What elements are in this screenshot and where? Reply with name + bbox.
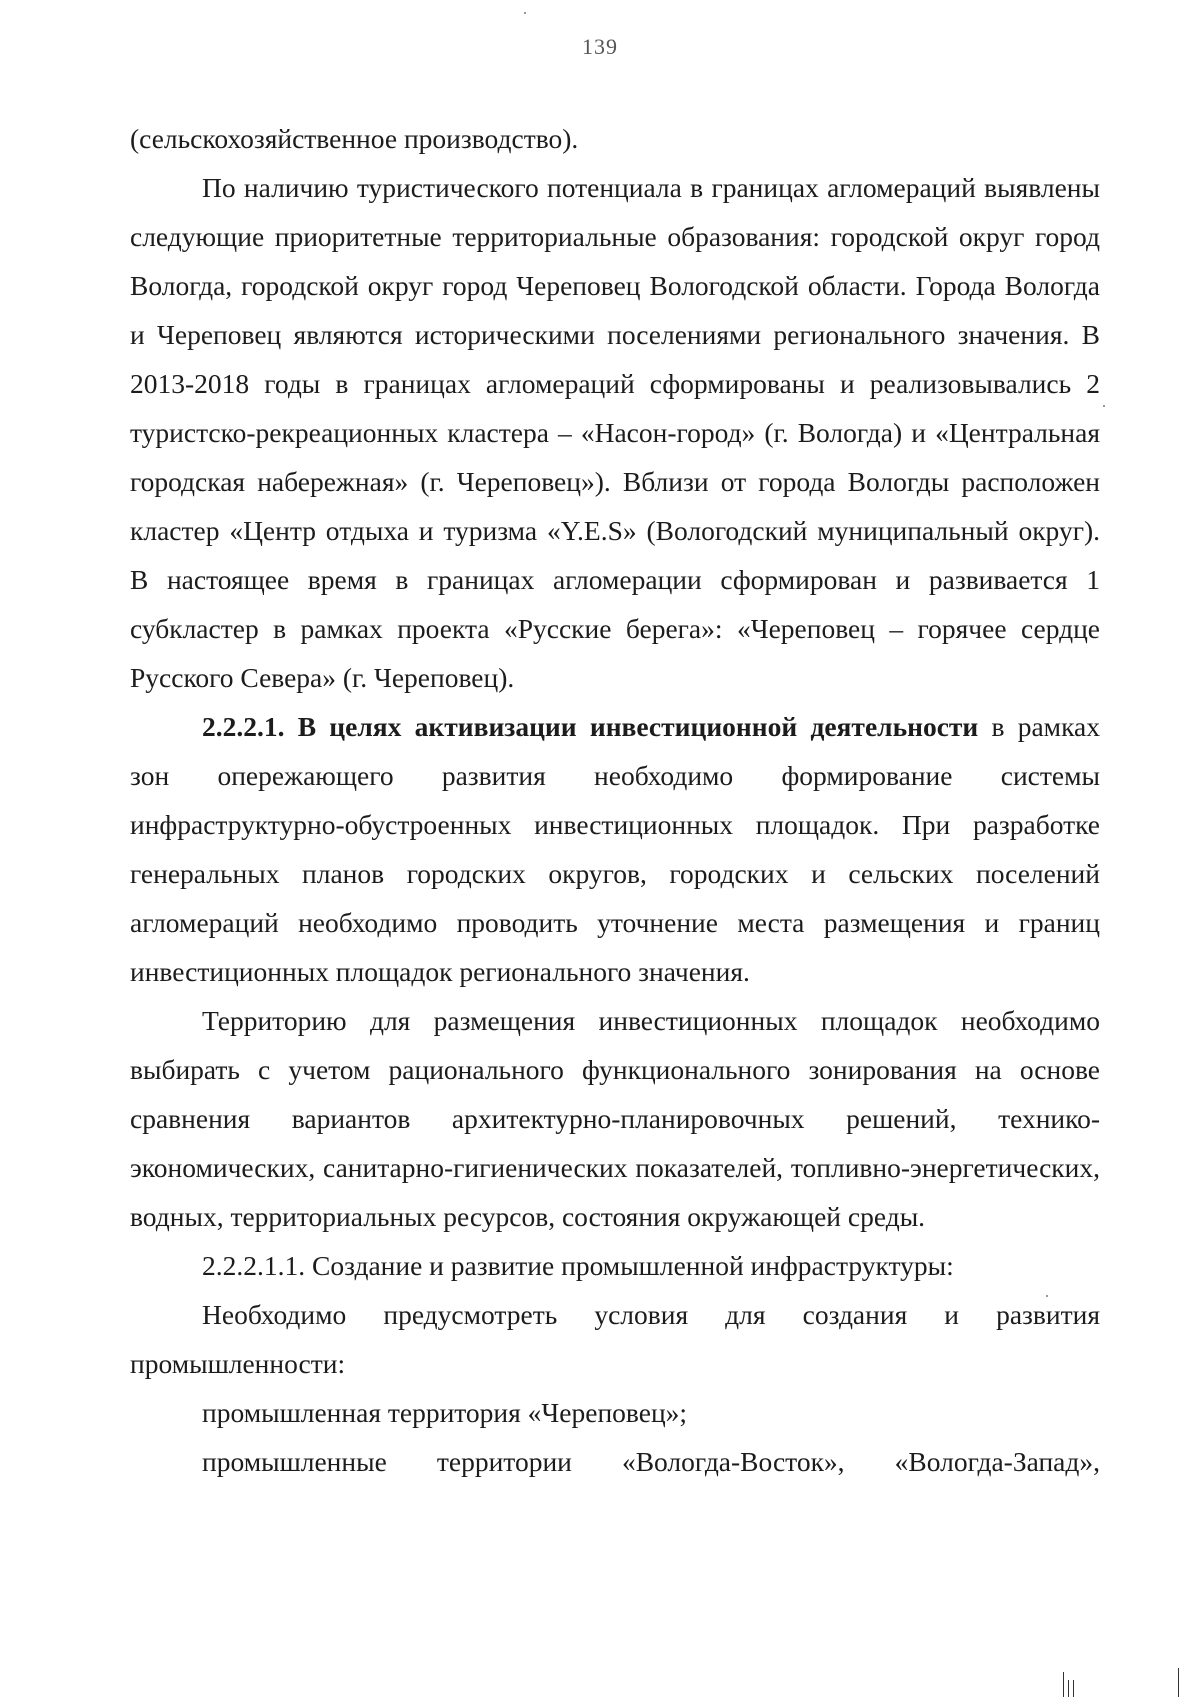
list-item-cherepovets: промышленная территория «Череповец»;	[202, 1397, 688, 1428]
scan-edge-mark	[1068, 1680, 1069, 1697]
document-body	[130, 114, 1100, 1486]
paragraph-continuation: (сельскохозяйственное производство).	[130, 123, 579, 154]
section-heading-2-2-2-1: 2.2.2.1. В целях активизации инвестиционной деятельности	[202, 711, 979, 742]
list-item-vologda-territories: промышленные территории «Вологда-Восток», «Вологда-Запад»,	[202, 1446, 1100, 1477]
section-heading-2-2-2-1-1: 2.2.2.1.1. Создание и развитие промышленной инфраструктуры:	[202, 1250, 954, 1281]
scan-speck	[524, 12, 526, 14]
scan-edge-mark	[1178, 1668, 1179, 1697]
paragraph-tourism: По наличию туристического потенциала в границах агломераций выявлены следующие приоритетные территориальные образования: городской округ город Вологда, городской округ город Череповец Вологодской области. Города Вологда и Череповец являются историческими поселениями регионального значения. В 2013-2018 годы в границах агломераций сформированы и реализовывались 2 туристско-рекреационных кластера – «Насон-город» (г. Вологда) и «Центральная городская набережная» (г. Череповец»). Вблизи от города Вологды расположен кластер «Центр отдыха и туризма «Y.E.S» (Вологодский муниципальный округ). В настоящее время в границах агломерации сформирован и развивается 1 субкластер в рамках проекта «Русские берега»: «Череповец – горячее сердце Русского Севера» (г. Череповец).	[130, 172, 1100, 693]
paragraph-investment	[130, 702, 1100, 996]
page-number: 139	[582, 34, 618, 59]
paragraph-industry-conditions: Необходимо предусмотреть условия для создания и развития промышленности:	[130, 1299, 1100, 1379]
scan-edge-mark	[1073, 1680, 1074, 1697]
scan-speck	[1103, 405, 1105, 407]
scan-edge-mark	[1063, 1672, 1064, 1697]
paragraph-investment-text: в рамках зон опережающего развития необходимо формирование системы инфраструктурно-обустроенных инвестиционных площадок. При разработке генеральных планов городских округов, городских и сельских поселений агломераций необходимо проводить уточнение места размещения и границ инвестиционных площадок регионального значения.	[130, 711, 1100, 987]
paragraph-territory-selection: Территорию для размещения инвестиционных площадок необходимо выбирать с учетом рационального функционального зонирования на основе сравнения вариантов архитектурно-планировочных решений, технико-экономических, санитарно-гигиенических показателей, топливно-энергетических, водных, территориальных ресурсов, состояния окружающей среды.	[130, 1005, 1100, 1232]
